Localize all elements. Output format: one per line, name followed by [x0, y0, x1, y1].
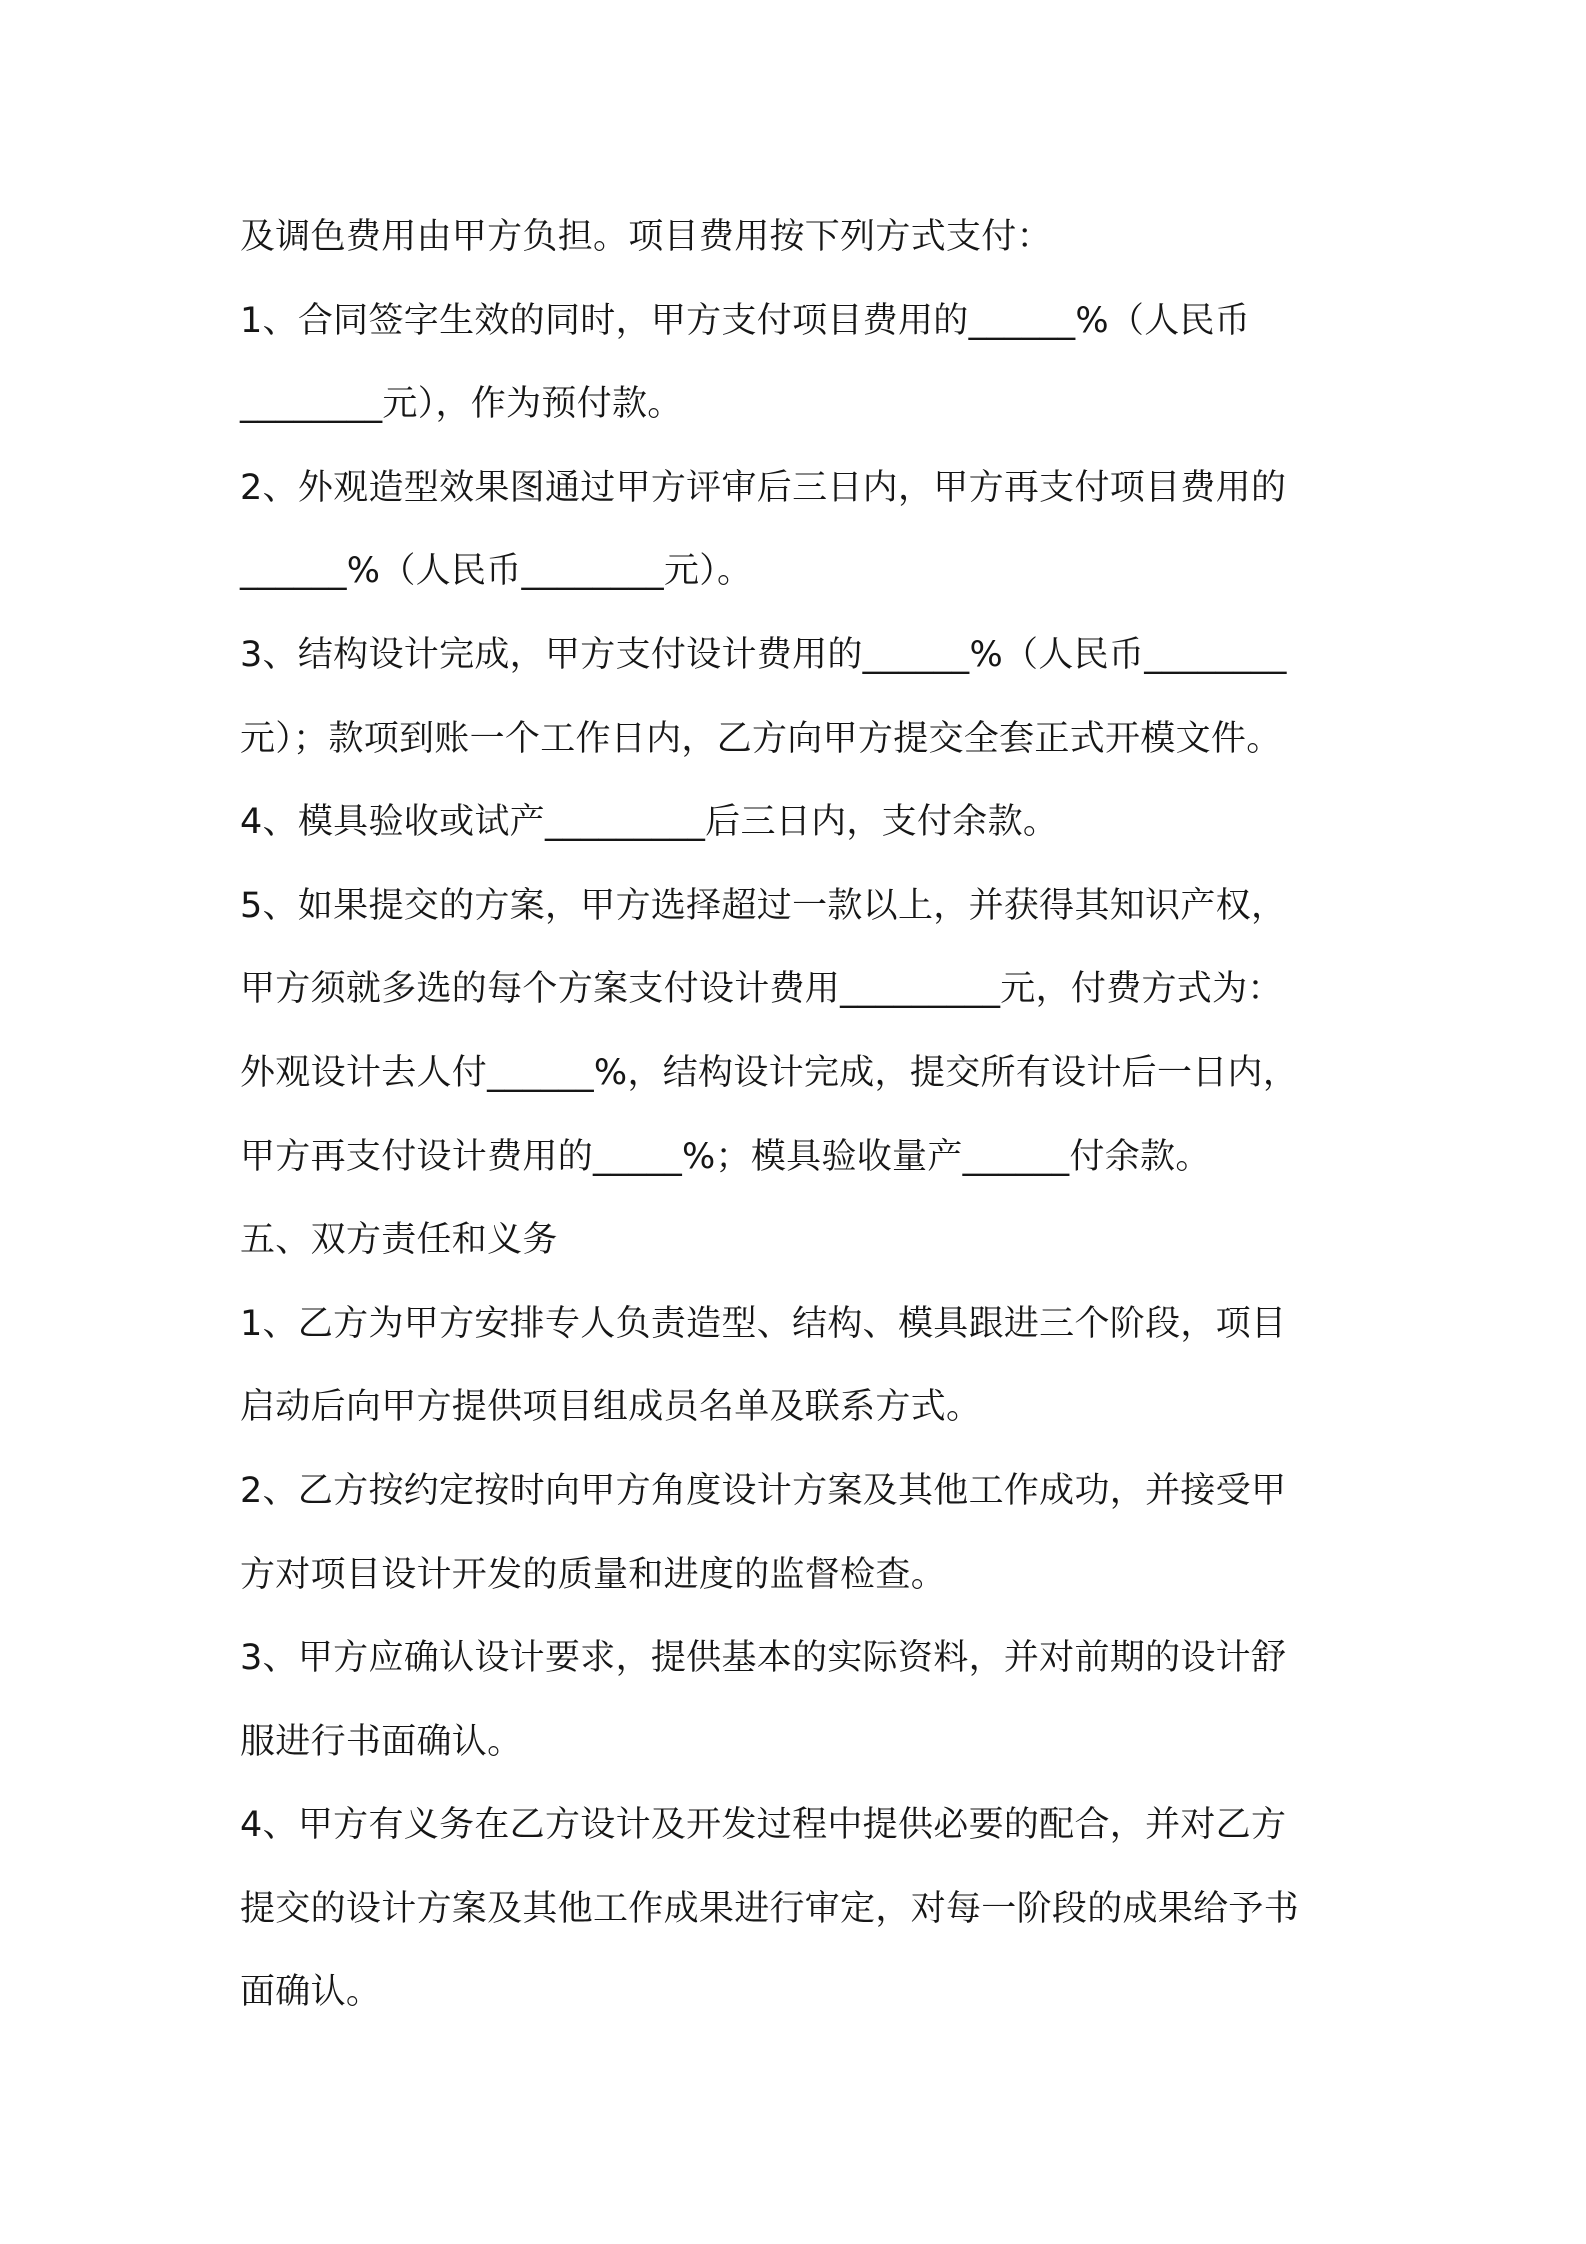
text-line: 2、乙方按约定按时向甲方角度设计方案及其他工作成功，并接受甲 [240, 1470, 1287, 1511]
text-line: 外观设计去人付______%，结构设计完成，提交所有设计后一日内， [240, 1052, 1299, 1093]
text-line: 甲方再支付设计费用的_____%；模具验收量产______付余款。 [240, 1136, 1211, 1177]
text-line: 甲方须就多选的每个方案支付设计费用_________元，付费方式为： [240, 969, 1283, 1010]
text-line: ______%（人民币________元）。 [240, 551, 753, 592]
text-line: 1、合同签字生效的同时，甲方支付项目费用的______%（人民币 [240, 300, 1251, 341]
text-line: 2、外观造型效果图通过甲方评审后三日内，甲方再支付项目费用的 [240, 467, 1287, 508]
document-body [240, 196, 1360, 2035]
section-heading: 五、双方责任和义务 [240, 1220, 558, 1261]
text-line: 5、如果提交的方案，甲方选择超过一款以上，并获得其知识产权， [240, 885, 1287, 926]
text-line: 启动后向甲方提供项目组成员名单及联系方式。 [240, 1387, 982, 1428]
text-line: 面确认。 [240, 1972, 382, 2013]
text-line: 3、甲方应确认设计要求，提供基本的实际资料，并对前期的设计舒 [240, 1638, 1287, 1679]
text-line: ________元），作为预付款。 [240, 384, 683, 425]
text-line: 及调色费用由甲方负担。项目费用按下列方式支付： [240, 217, 1052, 257]
text-line: 元）；款项到账一个工作日内，乙方向甲方提交全套正式开模文件。 [240, 718, 1282, 759]
text-line: 提交的设计方案及其他工作成果进行审定，对每一阶段的成果给予书 [240, 1888, 1300, 1929]
text-line: 方对项目设计开发的质量和进度的监督检查。 [240, 1554, 947, 1595]
text-line: 1、乙方为甲方安排专人负责造型、结构、模具跟进三个阶段，项目 [240, 1303, 1287, 1344]
text-line: 4、模具验收或试产_________后三日内，支付余款。 [240, 802, 1059, 843]
text-line: 服进行书面确认。 [240, 1721, 523, 1762]
text-line: 3、结构设计完成，甲方支付设计费用的______%（人民币________ [240, 634, 1287, 675]
text-line: 4、甲方有义务在乙方设计及开发过程中提供必要的配合，并对乙方 [240, 1805, 1287, 1846]
